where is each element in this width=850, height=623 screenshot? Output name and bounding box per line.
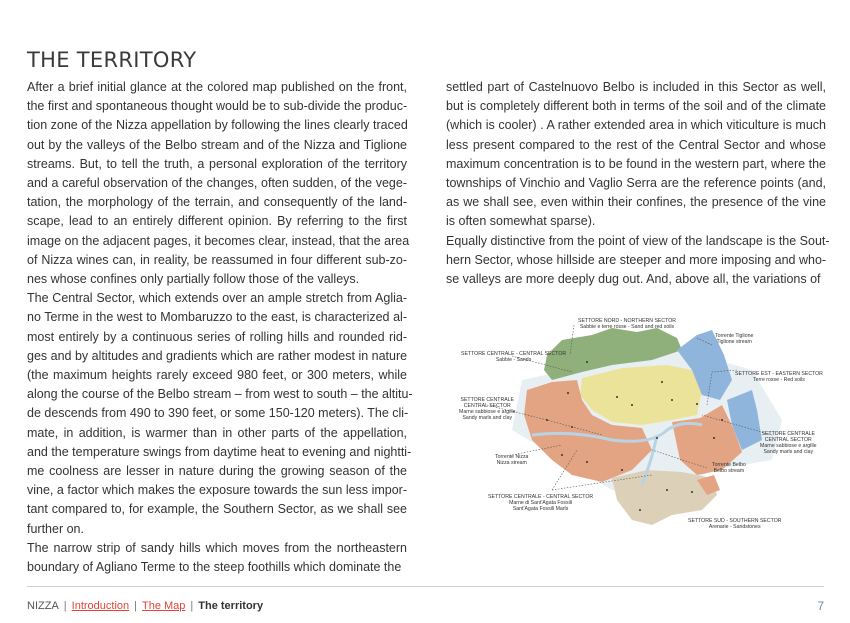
text-line: as we shall see, even within their confines, the presence of the vine	[446, 195, 826, 210]
breadcrumb-separator: |	[63, 600, 67, 612]
text-line: image on the adjacent pages, it becomes clear, instead, that the area	[27, 233, 410, 248]
text-line: the first and spontaneous thought would be to sub-divide the produc-	[27, 99, 408, 114]
text-line: mate, in addition, is warmer than in other parts of the appellation,	[27, 425, 407, 440]
footer-divider	[27, 586, 824, 587]
map-label-nizza-stream: Torrente Nizza Nizza stream	[495, 454, 529, 466]
text-line: further on.	[27, 521, 84, 536]
text-line: along the course of the Belbo stream – from west to south – the altitu-	[27, 387, 413, 402]
text-line: out by the valleys of the Belbo stream and of the Nizza and Tiglione	[27, 137, 407, 152]
text-line: and a careful observation of the changes, often sudden, of the vege-	[27, 176, 407, 191]
left-text-column	[27, 78, 413, 577]
text-line: de descends from 490 to 390 feet, or some 150-120 meters). The cli-	[27, 406, 409, 421]
page-title: THE TERRITORY	[27, 48, 197, 73]
map-label-south: SETTORE SUD - SOUTHERN SECTOR Arenarie - Sandstones	[688, 518, 782, 530]
breadcrumb-current-page: The territory	[198, 600, 264, 612]
right-text-column	[446, 78, 830, 289]
text-line: The narrow strip of sandy hills which moves from the northeastern	[27, 540, 407, 555]
map-label-east: SETTORE EST - EASTERN SECTOR Terre rosse - Red soils	[735, 371, 823, 383]
text-line: tant compared to, for example, the Southern Sector, as we shall see	[27, 502, 407, 517]
breadcrumb-link-the-map[interactable]: The Map	[141, 600, 186, 612]
text-line: tion zone of the Nizza appellation by following the lines clearly traced	[27, 118, 408, 133]
text-line: less present compared to the rest of the Central Sector and whose	[446, 137, 826, 152]
map-label-north: SETTORE NORD - NORTHERN SECTOR Sabbie e terre rosse - Sand and red soils	[578, 318, 676, 330]
text-line: streams. But, to tell the truth, a personal exploration of the territory	[27, 156, 407, 171]
breadcrumb-brand: NIZZA	[27, 600, 59, 612]
text-line: nes whose confines only partially follow those of the valleys.	[27, 272, 360, 287]
text-line: (the maximum heights rarely exceed 980 feet, or 300 meters, while	[27, 368, 407, 383]
text-line: and the temperature swings from daytime heat to evening and nightti-	[27, 444, 412, 459]
text-line: hern Sector, whose hillside are steeper and more imposing and who-	[446, 252, 827, 267]
footer-breadcrumb	[27, 600, 263, 612]
text-line: se valleys are more deeply dug out. And, above all, the variations of	[446, 272, 821, 287]
text-line: Equally distinctive from the point of view of the landscape is the Sout-	[446, 233, 830, 248]
map-label-belbo-stream: Torrente Belbo Belbo stream	[712, 462, 746, 474]
text-line: is often somewhat sparse).	[446, 214, 596, 229]
text-line: of Nizza wines can, in reality, be reassumed in four different sub-zo-	[27, 252, 407, 267]
breadcrumb-separator: |	[190, 600, 194, 612]
map-label-central-marls-east: SETTORE CENTRALE CENTRAL SECTOR Marne sabbiose e argille Sandy marls and clay	[760, 431, 817, 455]
map-label-central-sands: SETTORE CENTRALE - CENTRAL SECTOR Sabbie - Sands	[461, 351, 567, 363]
map-label-central-marls-west: SETTORE CENTRALE CENTRAL SECTOR Marne sabbiose e argille Sandy marls and clay	[459, 397, 516, 421]
south-sector-area	[612, 470, 717, 525]
breadcrumb-link-introduction[interactable]: Introduction	[71, 600, 130, 612]
text-line: no Terme in the west to Mombaruzzo to the east, is characterized al-	[27, 310, 407, 325]
text-line: The Central Sector, which extends over an ample stretch from Aglia-	[27, 291, 407, 306]
breadcrumb-separator: |	[134, 600, 137, 612]
text-line: settled part of Castelnuovo Belbo is included in this Sector as well,	[446, 80, 826, 94]
map-label-central-agata: SETTORE CENTRALE - CENTRAL SECTOR Marne di Sant'Agata Fossili Sant'Agata Fossili Marls	[488, 494, 594, 512]
text-line: boundary of Agliano Terme to the steep foothills which dominate the	[27, 560, 402, 575]
text-line: scape, lead to an entirely different opinion. By referring to the first	[27, 214, 407, 229]
map-label-tiglione-stream: Torrente Tiglione Tiglione stream	[715, 333, 754, 345]
page-number: 7	[817, 599, 824, 613]
text-line: After a brief initial glance at the colored map published on the front,	[27, 80, 407, 94]
text-line: townships of Vinchio and Vaglio Serra are the reference points (and,	[446, 176, 826, 191]
text-line: ges and by altitudes and gradients which are rather modest in nature	[27, 348, 408, 363]
text-line: (which is cooler) . A rather extended area in which viticulture is much	[446, 118, 826, 133]
text-line: most entirely by a continuous series of rolling hills and rounded rid-	[27, 329, 407, 344]
text-line: but is completely different both in terms of the soil and of the climate	[446, 99, 826, 114]
text-line: me coolness are lesser in nature during the growing season of the	[27, 464, 407, 479]
text-line: maximum concentration is to be found in the western part, where the	[446, 156, 826, 171]
text-line: vine, a factor which makes the exposure towards the sun less impor-	[27, 483, 407, 498]
text-line: tation, the morphology of the terrain, and consequently of the land-	[27, 195, 407, 210]
